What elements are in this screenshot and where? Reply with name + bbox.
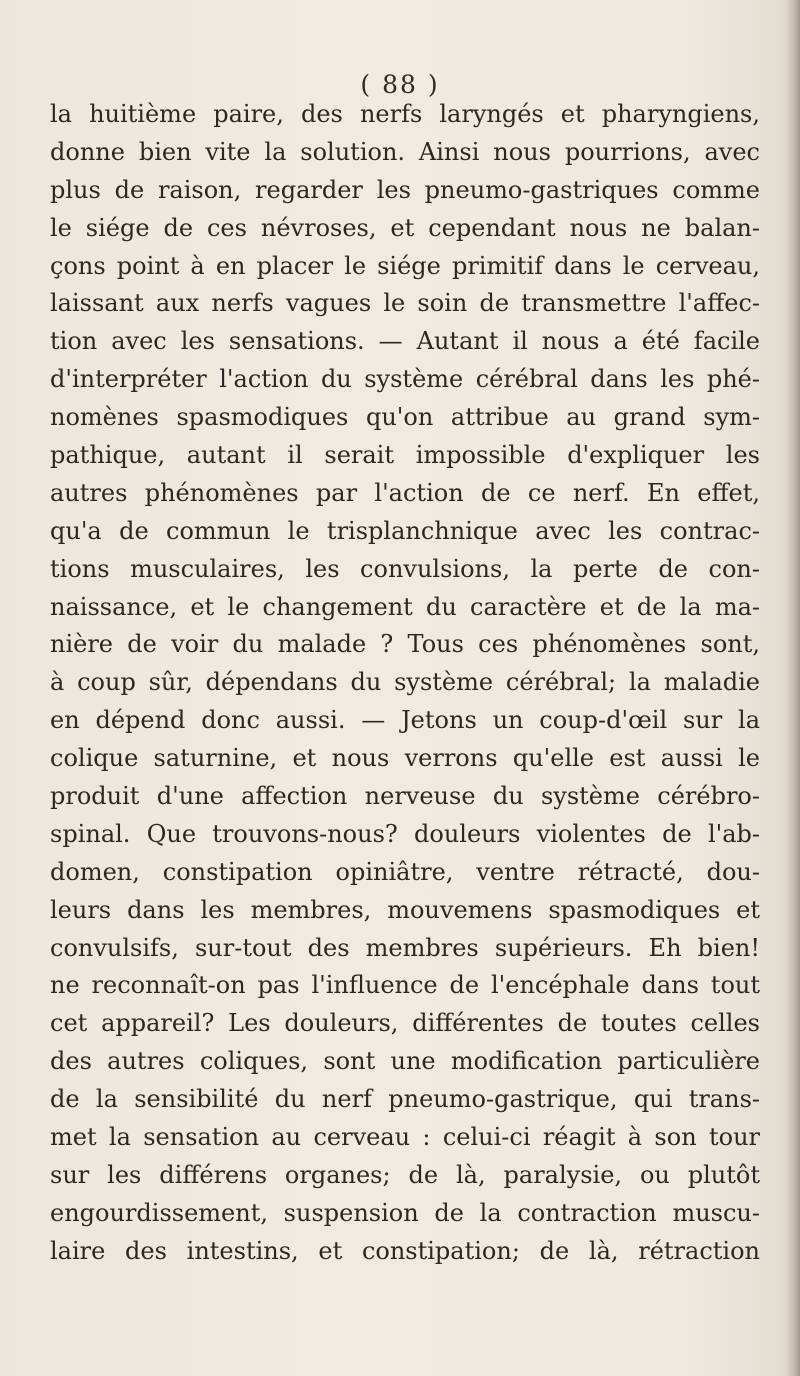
text-line: nomènes spasmodiques qu'on attribue au grand sym-	[50, 403, 760, 432]
text-line: tions musculaires, les convulsions, la perte de con-	[50, 554, 760, 583]
text-line: de la sensibilité du nerf pneumo-gastrique, qui trans-	[50, 1085, 760, 1114]
text-line: donne bien vite la solution. Ainsi nous pourrions, avec	[50, 137, 760, 166]
text-line: domen, constipation opiniâtre, ventre rétracté, dou-	[50, 857, 760, 886]
text-line: nière de voir du malade ? Tous ces phénomènes sont,	[50, 630, 760, 659]
text-line: pathique, autant il serait impossible d'expliquer les	[50, 441, 760, 470]
text-line: produit d'une affection nerveuse du système cérébro-	[50, 782, 760, 811]
text-line: spinal. Que trouvons-nous? douleurs violentes de l'ab-	[50, 819, 760, 848]
page-number: ( 88 )	[360, 70, 440, 99]
text-line: la huitième paire, des nerfs laryngés et pharyngiens,	[50, 100, 760, 128]
text-line: qu'a de commun le trisplanchnique avec les contrac-	[50, 516, 760, 545]
text-line: colique saturnine, et nous verrons qu'elle est aussi le	[50, 744, 760, 773]
text-line: çons point à en placer le siége primitif dans le cerveau,	[50, 251, 760, 280]
text-line: met la sensation au cerveau : celui-ci réagit à son tour	[50, 1123, 760, 1152]
text-line: engourdissement, suspension de la contraction muscu-	[50, 1198, 760, 1227]
text-line: des autres coliques, sont une modification particulière	[50, 1047, 760, 1076]
page-binding-shadow	[786, 0, 800, 1376]
text-line: à coup sûr, dépendans du système cérébral; la maladie	[50, 668, 760, 697]
text-line: ne reconnaît-on pas l'influence de l'encéphale dans tout	[50, 971, 760, 1000]
text-line: autres phénomènes par l'action de ce nerf. En effet,	[50, 478, 760, 507]
text-line: laire des intestins, et constipation; de là, rétraction	[50, 1236, 760, 1265]
text-line: plus de raison, regarder les pneumo-gastriques comme	[50, 175, 760, 204]
text-line: convulsifs, sur-tout des membres supérieurs. Eh bien!	[50, 933, 760, 962]
text-line: sur les différens organes; de là, paralysie, ou plutôt	[50, 1160, 760, 1189]
text-line: d'interpréter l'action du système cérébral dans les phé-	[50, 365, 760, 394]
text-line: naissance, et le changement du caractère et de la ma-	[50, 592, 760, 621]
text-line: leurs dans les membres, mouvemens spasmodiques et	[50, 895, 760, 924]
text-line: en dépend donc aussi. — Jetons un coup-d'œil sur la	[50, 706, 760, 735]
text-line: tion avec les sensations. — Autant il nous a été facile	[50, 327, 760, 356]
body-text	[50, 96, 760, 1271]
text-line: cet appareil? Les douleurs, différentes de toutes celles	[50, 1009, 760, 1038]
text-line: laissant aux nerfs vagues le soin de transmettre l'affec-	[50, 289, 760, 318]
text-line: le siége de ces névroses, et cependant nous ne balan-	[50, 213, 760, 242]
